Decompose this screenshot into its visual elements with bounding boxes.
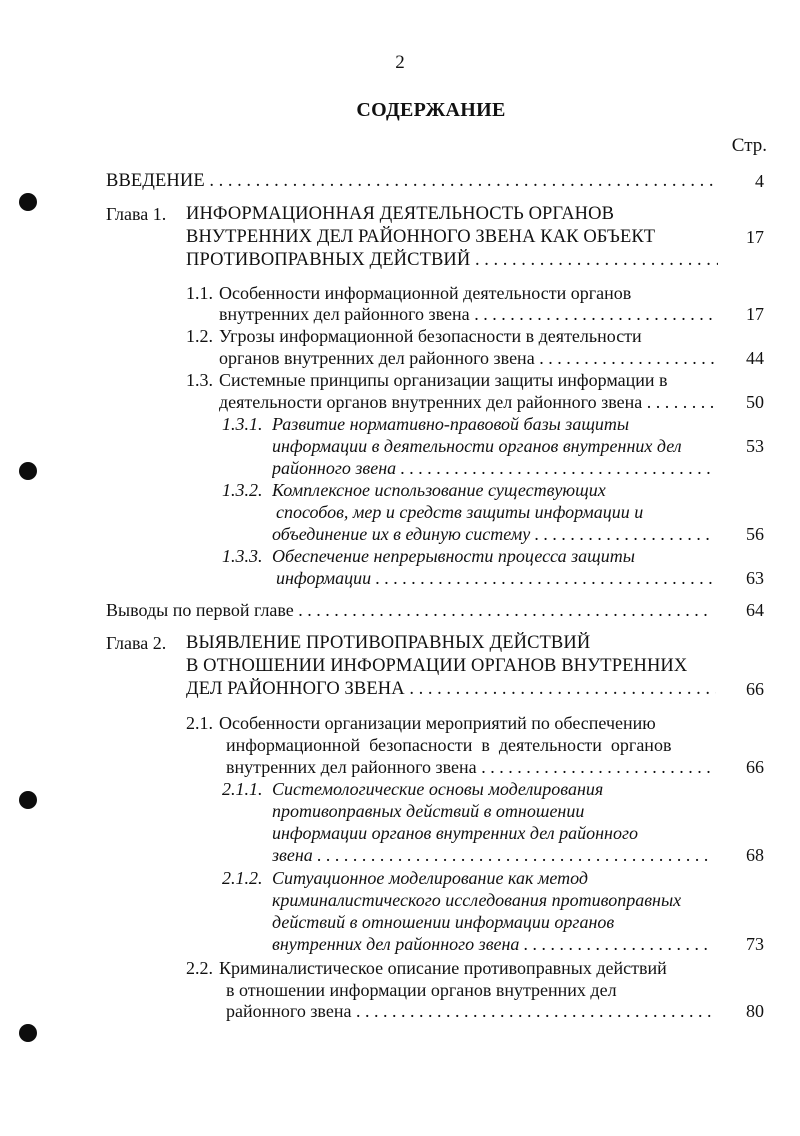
toc-entry-line: Системологические основы моделирования: [272, 779, 604, 799]
toc-entry-page: 56: [746, 524, 764, 544]
page-column-header: Стр.: [731, 135, 767, 156]
toc-entry-number: 1.3.1.: [222, 414, 263, 434]
toc-entry-page: 66: [746, 757, 764, 777]
toc-entry-page: 63: [746, 568, 764, 588]
toc-entry-number: Глава 2.: [106, 633, 167, 653]
toc-entry-line: внутренних дел районного звена . . .: [272, 934, 712, 954]
toc-entry-line: звена . . .: [272, 845, 712, 865]
toc-entry-line: ИНФОРМАЦИОННАЯ ДЕЯТЕЛЬНОСТЬ ОРГАНОВ: [186, 204, 615, 224]
toc-entry-line: информации в деятельности органов внутренних дел: [272, 436, 682, 456]
toc-entry-page: 53: [746, 436, 764, 456]
binder-hole-mark: [19, 791, 37, 809]
toc-entry-line: ВЫЯВЛЕНИЕ ПРОТИВОПРАВНЫХ ДЕЙСТВИЙ: [186, 633, 591, 653]
toc-entry-number: Глава 1.: [106, 204, 167, 224]
toc-entry-line: ПРОТИВОПРАВНЫХ ДЕЙСТВИЙ . . .: [186, 250, 718, 270]
page-number: 2: [395, 52, 405, 73]
toc-entry-page: 50: [746, 392, 764, 412]
toc-entry-line: Системные принципы организации защиты информации в: [219, 370, 668, 390]
toc-entry-line: Комплексное использование существующих: [272, 480, 606, 500]
toc-entry-number: 1.3.2.: [222, 480, 263, 500]
toc-entry-line: Криминалистическое описание противоправных действий: [219, 958, 667, 978]
toc-entry-line: в отношении информации органов внутренних дел: [226, 980, 617, 1000]
toc-entry-number: 2.1.1.: [222, 779, 263, 799]
toc-entry-label: ВВЕДЕНИЕ . . .: [106, 171, 718, 191]
toc-entry-line: Особенности информационной деятельности органов: [219, 283, 632, 303]
toc-entry-line: В ОТНОШЕНИИ ИНФОРМАЦИИ ОРГАНОВ ВНУТРЕННИХ: [186, 656, 688, 676]
toc-entry-line: способов, мер и средств защиты информации и: [276, 502, 644, 522]
toc-entry-line: Обеспечение непрерывности процесса защиты: [272, 546, 635, 566]
toc-entry-line: объединение их в единую систему . . .: [272, 524, 714, 544]
toc-entry-number: 1.1.: [186, 283, 213, 303]
toc-entry-line: внутренних дел районного звена . . .: [226, 757, 716, 777]
page-title: СОДЕРЖАНИЕ: [356, 99, 506, 121]
toc-entry-line: действий в отношении информации органов: [272, 912, 615, 932]
toc-entry-line: ВНУТРЕННИХ ДЕЛ РАЙОННОГО ЗВЕНА КАК ОБЪЕКТ: [186, 227, 656, 247]
toc-entry-label: Выводы по первой главе . . .: [106, 600, 710, 620]
toc-entry-number: 2.1.: [186, 713, 213, 733]
toc-entry-line: Ситуационное моделирование как метод: [272, 868, 588, 888]
toc-entry-line: информации органов внутренних дел районного: [272, 823, 638, 843]
toc-entry-number: 2.1.2.: [222, 868, 263, 888]
toc-entry-page: 64: [746, 600, 764, 620]
binder-hole-mark: [19, 1024, 37, 1042]
toc-entry-line: ДЕЛ РАЙОННОГО ЗВЕНА . . .: [186, 679, 716, 699]
toc-entry-line: Особенности организации мероприятий по обеспечению: [219, 713, 656, 733]
toc-entry-page: 17: [746, 227, 764, 247]
toc-entry-page: 17: [746, 304, 764, 324]
binder-hole-mark: [19, 193, 37, 211]
toc-entry-line: районного звена . . .: [272, 458, 712, 478]
toc-entry-number: 1.3.3.: [222, 546, 263, 566]
toc-entry-page: 80: [746, 1001, 764, 1021]
toc-entry-line: органов внутренних дел районного звена . . .: [219, 348, 718, 368]
toc-entry-page: 73: [746, 934, 764, 954]
toc-entry-number: 2.2.: [186, 958, 213, 978]
toc-entry-line: районного звена . . .: [226, 1001, 716, 1021]
toc-entry-line: внутренних дел районного звена . . .: [219, 304, 718, 324]
toc-entry-line: криминалистического исследования противоправных: [272, 890, 682, 910]
toc-entry-line: информационной безопасности в деятельности органов: [226, 735, 672, 755]
toc-entry-line: противоправных действий в отношении: [272, 801, 585, 821]
toc-entry-page: 44: [746, 348, 764, 368]
toc-entry-page: 4: [755, 171, 764, 191]
toc-entry-line: деятельности органов внутренних дел районного звена . . .: [219, 392, 718, 412]
toc-entry-page: 66: [746, 679, 764, 699]
toc-entry-number: 1.2.: [186, 326, 213, 346]
toc-entry-number: 1.3.: [186, 370, 213, 390]
binder-hole-mark: [19, 462, 37, 480]
toc-entry-line: Угрозы информационной безопасности в деятельности: [219, 326, 642, 346]
toc-entry-page: 68: [746, 845, 764, 865]
toc-entry-line: информации . . .: [276, 568, 714, 588]
toc-entry-line: Развитие нормативно-правовой базы защиты: [272, 414, 630, 434]
